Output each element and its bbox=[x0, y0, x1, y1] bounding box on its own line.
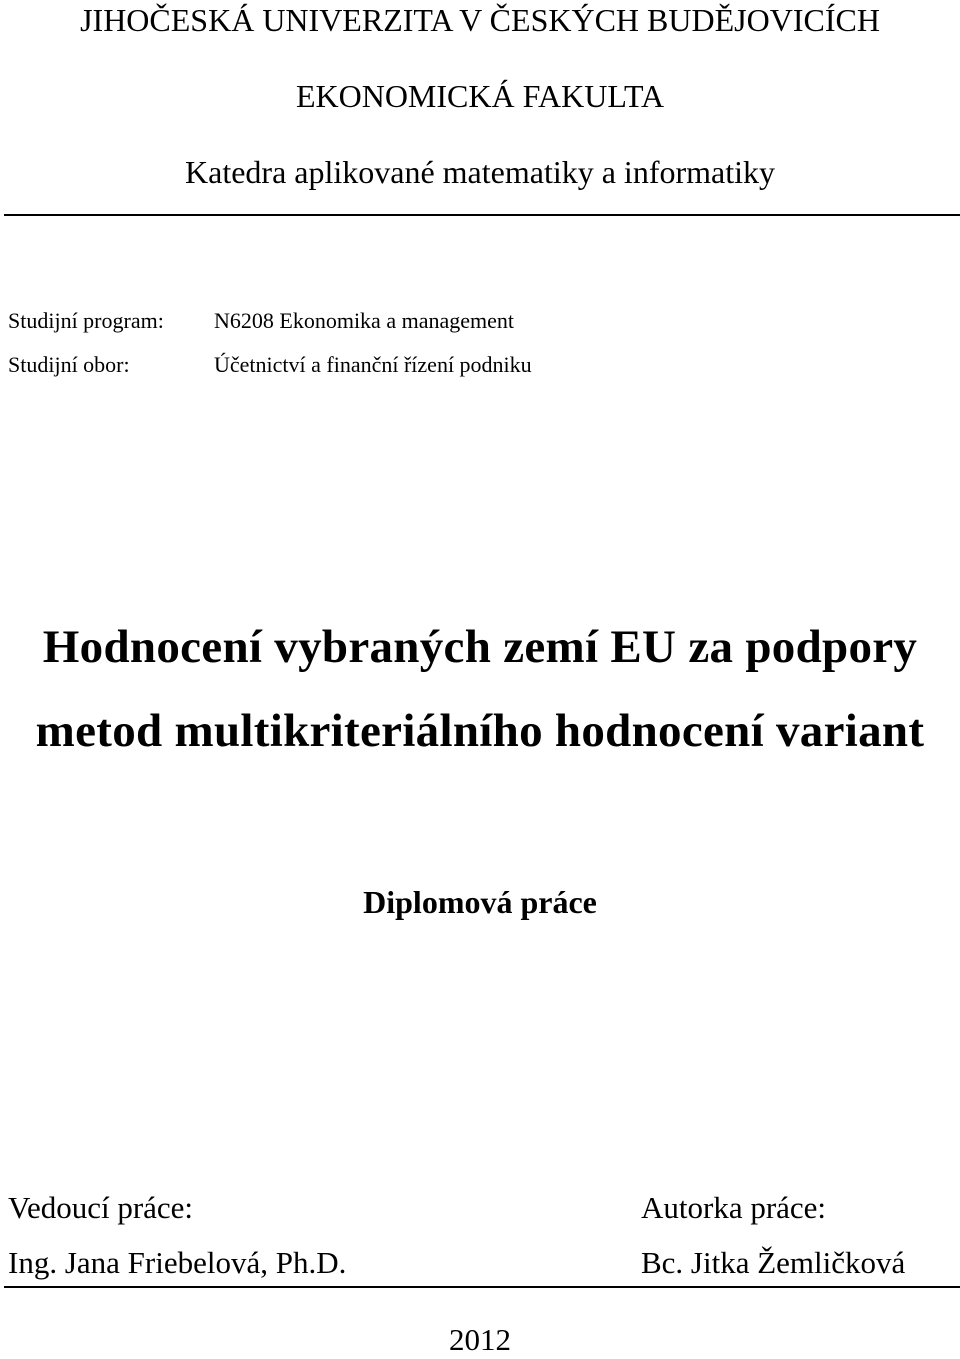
author-name: Bc. Jitka Žemličková bbox=[641, 1245, 906, 1280]
department-name: Katedra aplikované matematiky a informatiky bbox=[185, 154, 775, 190]
university-name: JIHOČESKÁ UNIVERZITA V ČESKÝCH BUDĚJOVICÍCH bbox=[80, 2, 880, 38]
thesis-title-line-1: Hodnocení vybraných zemí EU za podpory bbox=[42, 621, 918, 673]
thesis-type: Diplomová práce bbox=[363, 884, 597, 920]
supervisor-label: Vedoucí práce: bbox=[8, 1190, 194, 1225]
faculty-name: EKONOMICKÁ FAKULTA bbox=[295, 78, 665, 114]
author-label: Autorka práce: bbox=[641, 1190, 827, 1225]
thesis-title-line-2: metod multikriteriálního hodnocení variant bbox=[35, 705, 925, 757]
study-program-label: Studijní program: bbox=[8, 308, 164, 333]
study-field-label: Studijní obor: bbox=[8, 352, 130, 377]
study-field-value: Účetnictví a finanční řízení podniku bbox=[214, 352, 532, 377]
study-program-value: N6208 Ekonomika a management bbox=[214, 308, 514, 333]
bottom-divider bbox=[4, 1286, 960, 1288]
year: 2012 bbox=[449, 1322, 511, 1357]
supervisor-name: Ing. Jana Friebelová, Ph.D. bbox=[8, 1245, 347, 1280]
top-divider bbox=[4, 214, 960, 216]
